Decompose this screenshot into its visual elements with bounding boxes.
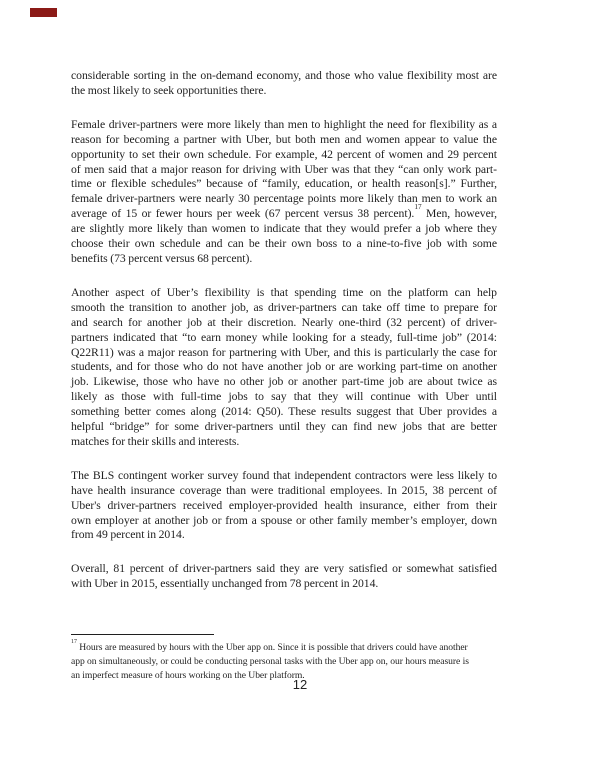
text-line: Uber's driver-partners received employer-provided health insurance, either from their: [71, 498, 497, 512]
footnote-ref: 17: [71, 639, 77, 646]
text-line: the most likely to seek opportunities there.: [71, 83, 267, 97]
body-paragraph: [71, 562, 497, 592]
text-line: helpful “bridge” for some driver-partners until they can find new jobs that are better: [71, 420, 497, 434]
text-line: female driver-partners were nearly 30 percentage points more likely than men to work an: [71, 192, 497, 206]
text-line: considerable sorting in the on-demand economy, and those who value flexibility most are: [71, 69, 497, 82]
footnote-separator: [71, 634, 214, 635]
body-paragraph: [71, 69, 497, 99]
text-line: are slightly more likely than women to indicate that they would prefer a job where they: [71, 222, 497, 236]
text-line: from 49 percent in 2014.: [71, 528, 185, 542]
text-line: of men said that a major reason for driving with Uber was that they “can only work part-: [71, 162, 497, 176]
text-line: and search for another job at their discretion. Nearly one-third (32 percent) of driver-: [71, 315, 497, 329]
page-number: 12: [292, 677, 308, 692]
text-line: Female driver-partners were more likely than men to highlight the need for flexibility as a: [71, 117, 497, 131]
text-line: opportunity to set their own schedule. For example, 42 percent of women and 29 percent: [71, 147, 497, 161]
text-line: benefits (73 percent versus 68 percent).: [71, 251, 253, 265]
text-line: with Uber in 2015, essentially unchanged from 78 percent in 2014.: [71, 577, 379, 591]
text-line: time or flexible schedules” because of “family, education, or health reason[s].” Further,: [71, 177, 497, 191]
text-line: choose their own schedule and can be their own boss to a nine-to-five job with some: [71, 237, 497, 251]
text-line: $^{17}$ Hours are measured by hours with the Uber app on. Since it is possible that drivers could have another: [71, 639, 468, 653]
footnote-ref: 17: [414, 203, 422, 212]
text-line: students, and for those who do not have another job or are working part-time on another: [71, 360, 497, 374]
text-line: app on simultaneously, or could be conducting personal tasks with the Uber app on, our hours measure is: [71, 656, 469, 667]
text-line: have health insurance coverage than were traditional employees. In 2015, 38 percent of: [71, 483, 497, 497]
text-line: Another aspect of Uber’s flexibility is that spending time on the platform can help: [71, 285, 497, 299]
body-paragraph: [71, 118, 497, 267]
text-line: partners indicated that “to earn money while looking for a steady, full-time job” (2014:: [71, 330, 497, 344]
text-line: Q22R11) was a major reason for partnering with Uber, and this is particularly the case for: [71, 345, 497, 359]
body-paragraph: [71, 286, 497, 450]
text-line: matches for their skills and interests.: [71, 434, 240, 448]
text-line: The BLS contingent worker survey found that independent contractors were less likely to: [71, 468, 497, 482]
text-line: smooth the transition to another job, as driver-partners can take off time to prepare for: [71, 300, 497, 314]
text-line: reason for becoming a partner with Uber, but both men and women appear to value the: [71, 132, 497, 146]
text-line: Overall, 81 percent of driver-partners said they are very satisfied or somewhat satisfied: [71, 562, 497, 576]
text-line: job. Likewise, those who have no other job or another part-time job are about twice as: [71, 375, 497, 389]
text-line: an imperfect measure of hours working on the Uber platform.: [71, 670, 305, 681]
body-text: [71, 69, 497, 611]
text-line: something better comes along (2014: Q50). These results suggest that Uber provides a: [71, 405, 497, 419]
corner-stamp: [30, 8, 57, 17]
body-paragraph: [71, 469, 497, 544]
footnote-area: [71, 627, 501, 683]
text-line: own employer at another job or from a spouse or other family member’s employer, down: [71, 513, 497, 527]
text-line: likely as those with full-time jobs to say that they will continue with Uber until: [71, 390, 497, 404]
text-line: average of 15 or fewer hours per week (67 percent versus 38 percent).$^{17}$ Men, however,: [71, 203, 497, 221]
